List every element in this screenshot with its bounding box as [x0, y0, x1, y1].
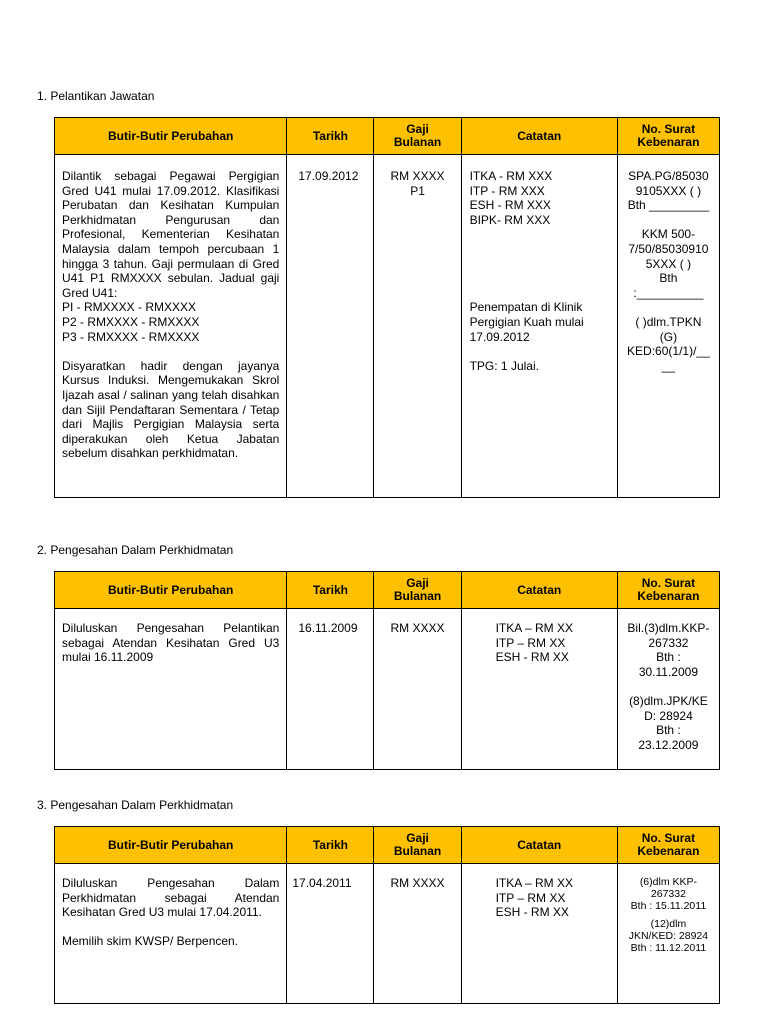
header-butir: Butir-Butir Perubahan: [55, 118, 287, 155]
header-gaji: Gaji Bulanan: [374, 118, 461, 155]
butir-cell: [55, 864, 287, 1004]
header-gaji: Gaji Bulanan: [374, 827, 461, 864]
surat-cell: SPA.PG/85030 9105XXX ( ) Bth _________ KKM 500- 7/50/85030910 5XXX ( ) Bth :__________ ( )dlm.TPKN (G) KED:60(1/1)/__ __: [617, 155, 719, 498]
butir-scheme: Memilih skim KWSP/ Berpencen.: [62, 934, 239, 949]
gaji-cell: RM XXXX: [374, 864, 461, 1004]
tarikh-cell: 17.09.2012: [287, 155, 374, 498]
section-1-heading: 1. Pelantikan Jawatan: [37, 89, 155, 103]
confirmation-table-2: [54, 826, 720, 1004]
confirmation-table-1: [54, 571, 720, 770]
header-butir: Butir-Butir Perubahan: [55, 827, 287, 864]
section-3-heading: 3. Pengesahan Dalam Perkhidmatan: [37, 798, 234, 812]
table-header-row: [55, 827, 720, 864]
header-surat: No. Surat Kebenaran: [617, 118, 719, 155]
butir-cell: [55, 155, 287, 498]
appointment-table: [54, 117, 720, 498]
header-gaji: Gaji Bulanan: [374, 572, 461, 609]
table-header-row: [55, 572, 720, 609]
tarikh-cell: 16.11.2009: [287, 609, 374, 770]
header-surat: No. Surat Kebenaran: [617, 827, 719, 864]
header-catatan: Catatan: [461, 572, 617, 609]
table-header-row: [55, 118, 720, 155]
table-row: [55, 155, 720, 498]
surat-cell: (6)dlm KKP- 267332 Bth : 15.11.2011 (12)dlm JKN/KED: 28924 Bth : 11.12.2011: [617, 864, 719, 1004]
header-tarikh: Tarikh: [287, 118, 374, 155]
butir-paragraph: Dilantik sebagai Pegawai Pergigian Gred U41 mulai 17.09.2012. Klasifikasi Perubatan dan Kesihatan Kumpulan Perkhidmatan Pengurusan dan Profesional, Kementerian Kesihatan Malaysia dalam tempoh percubaan 1 hingga 3 tahun. Gaji permulaan di Gred U41 P1 RMXXXX sebulan. Jadual gaji Gred U41:: [62, 169, 280, 300]
header-butir: Butir-Butir Perubahan: [55, 572, 287, 609]
surat-cell: Bil.(3)dlm.KKP- 267332 Bth : 30.11.2009 (8)dlm.JPK/KE D: 28924 Bth : 23.12.2009: [617, 609, 719, 770]
header-catatan: Catatan: [461, 827, 617, 864]
header-surat: No. Surat Kebenaran: [617, 572, 719, 609]
section-2-heading: 2. Pengesahan Dalam Perkhidmatan: [37, 543, 234, 557]
catatan-cell: ITKA - RM XXX ITP - RM XXX ESH - RM XXX BIPK- RM XXX Penempatan di Klinik Pergigian Kuah mulai 17.09.2012 TPG: 1 Julai.: [461, 155, 617, 498]
butir-cell: Diluluskan Pengesahan Pelantikan sebagai Atendan Kesihatan Gred U3 mulai 16.11.2009: [55, 609, 287, 770]
header-tarikh: Tarikh: [287, 827, 374, 864]
salary-scale: PI - RMXXXX - RMXXXX P2 - RMXXXX - RMXXXX P3 - RMXXXX - RMXXXX: [62, 300, 200, 344]
tarikh-cell: 17.04.2011: [287, 864, 374, 1004]
gaji-cell: RM XXXX P1: [374, 155, 461, 498]
header-catatan: Catatan: [461, 118, 617, 155]
table-row: [55, 864, 720, 1004]
catatan-cell: ITKA – RM XX ITP – RM XX ESH - RM XX: [461, 864, 617, 1004]
butir-paragraph: Diluluskan Pengesahan Dalam Perkhidmatan sebagai Atendan Kesihatan Gred U3 mulai 17.04.2011.: [62, 876, 280, 920]
butir-conditions: Disyaratkan hadir dengan jayanya Kursus Induksi. Mengemukakan Skrol Ijazah asal / salinan yang telah disahkan dan Sijil Pendaftaran Sementara / Tetap dari Majlis Pergigian Malaysia serta diperakukan oleh Ketua Jabatan sebelum disahkan perkhidmatan.: [62, 358, 280, 461]
catatan-cell: ITKA – RM XX ITP – RM XX ESH - RM XX: [461, 609, 617, 770]
table-row: [55, 609, 720, 770]
gaji-cell: RM XXXX: [374, 609, 461, 770]
header-tarikh: Tarikh: [287, 572, 374, 609]
